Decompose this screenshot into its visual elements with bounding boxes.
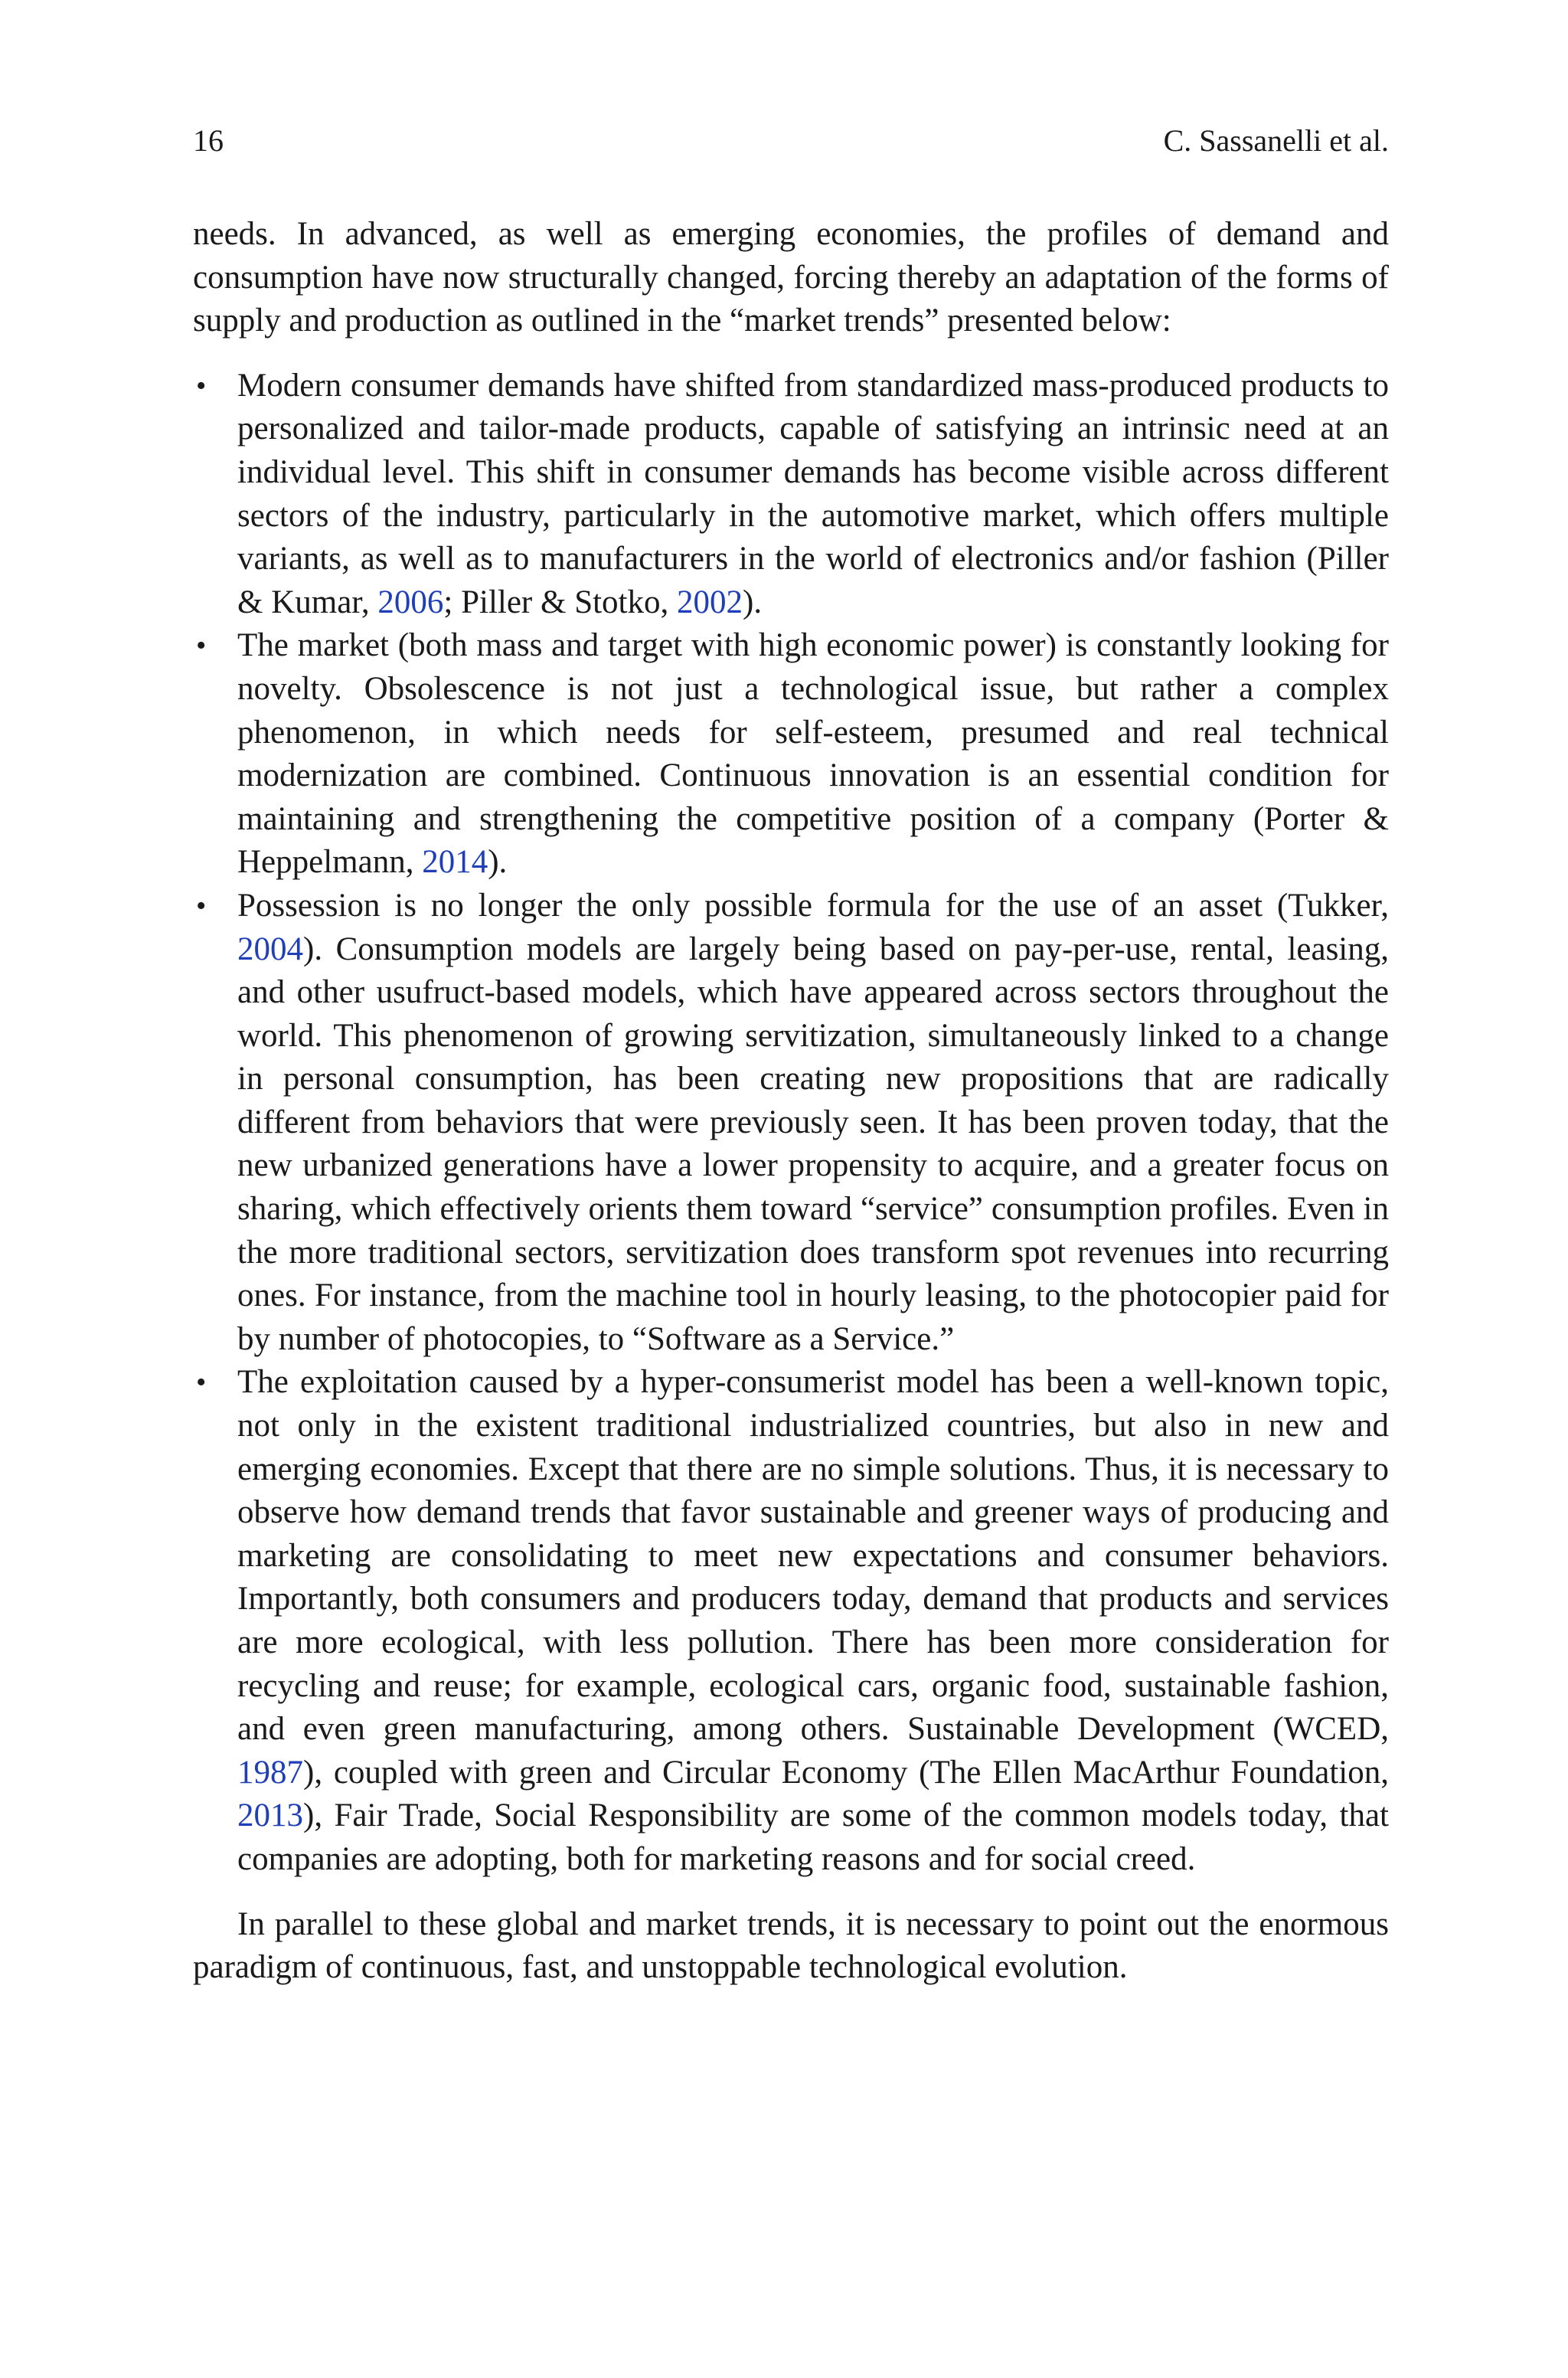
citation-link-tukker-2004[interactable]: 2004	[237, 931, 303, 967]
list-item-text: ).	[743, 584, 763, 620]
citation-link-porter-heppelmann-2014[interactable]: 2014	[422, 844, 488, 881]
list-item-text: Modern consumer demands have shifted from standardized mass-produced products to personalized and tailor-made products, capable of satisfying an intrinsic need at an individual level. This shift in consumer demands has become visible across different sectors of the industry, particularly in the automotive market, which offers multiple variants, as well as to manufacturers in the world of electronics and/or fashion (Piller & Kumar,	[237, 367, 1389, 620]
closing-paragraph: In parallel to these global and market trends, it is necessary to point out the enormous paradigm of continuous, fast, and unstoppable technological evolution.	[193, 1905, 1389, 1986]
list-item-text: The market (both mass and target with high economic power) is constantly looking for novelty. Obsolescence is not just a technological issue, but rather a complex phenomenon, in which needs for self-esteem, presumed and real technical modernization are combined. Continuous innovation is an essential condition for maintaining and strengthening the competitive position of a company (Porter & Heppelmann,	[237, 627, 1389, 881]
list-item-personalization	[193, 365, 1389, 625]
market-trends-list	[193, 365, 1389, 1882]
citation-link-piller-kumar-2006[interactable]: 2006	[377, 584, 444, 620]
intro-paragraph: needs. In advanced, as well as emerging economies, the profiles of demand and consumption have now structurally changed, forcing thereby an adaptation of the forms of supply and production as outlined in the “market trends” presented below:	[193, 216, 1389, 339]
list-item-text: ; Piller & Stotko,	[443, 584, 678, 620]
list-item-sustainability	[193, 1361, 1389, 1881]
list-item-text: ), coupled with green and Circular Economy (The Ellen MacArthur Foundation,	[303, 1754, 1389, 1791]
list-item-text: Possession is no longer the only possible formula for the use of an asset (Tukker,	[237, 887, 1389, 924]
body-text	[193, 213, 1389, 1990]
bullet-icon: •	[196, 889, 207, 922]
bullet-icon: •	[196, 1366, 207, 1399]
page-number: 16	[193, 123, 224, 158]
list-item-text: The exploitation caused by a hyper-consumerist model has been a well-known topic, not only in the existent traditional industrialized countries, but also in new and emerging economies. Except that there are no simple solutions. Thus, it is necessary to observe how demand trends that favor sustainable and greener ways of producing and marketing are consolidating to meet new expectations and consumer behaviors. Importantly, both consumers and producers today, demand that products and services are more ecological, with less pollution. There has been more consideration for recycling and reuse; for example, ecological cars, organic food, sustainable fashion, and even green manufacturing, among others. Sustainable Development (WCED,	[237, 1364, 1389, 1748]
list-item-novelty	[193, 624, 1389, 885]
citation-link-ellen-macarthur-2013[interactable]: 2013	[237, 1797, 303, 1834]
list-item-text: ).	[488, 844, 508, 881]
page	[193, 123, 1389, 1990]
citation-link-wced-1987[interactable]: 1987	[237, 1754, 303, 1791]
running-head	[193, 123, 1389, 168]
list-item-text: ). Consumption models are largely being based on pay-per-use, rental, leasing, and other usufruct-based models, which have appeared across sectors throughout the world. This phenomenon of growing servitization, simultaneously linked to a change in personal consumption, has been creating new propositions that are radically different from behaviors that were previously seen. It has been proven today, that the new urbanized generations have a lower propensity to acquire, and a greater focus on sharing, which effectively orients them toward “service” consumption profiles. Even in the more traditional sectors, servitization does transform spot revenues into recurring ones. For instance, from the machine tool in hourly leasing, to the photocopier paid for by number of photocopies, to “Software as a Service.”	[237, 931, 1389, 1357]
running-head-authors: C. Sassanelli et al.	[1163, 123, 1389, 158]
list-item-text: ), Fair Trade, Social Responsibility are some of the common models today, that companies are adopting, both for marketing reasons and for social creed.	[237, 1797, 1389, 1877]
citation-link-piller-stotko-2002[interactable]: 2002	[677, 584, 743, 620]
list-item-servitization	[193, 885, 1389, 1362]
bullet-icon: •	[196, 369, 207, 402]
bullet-icon: •	[196, 630, 207, 662]
